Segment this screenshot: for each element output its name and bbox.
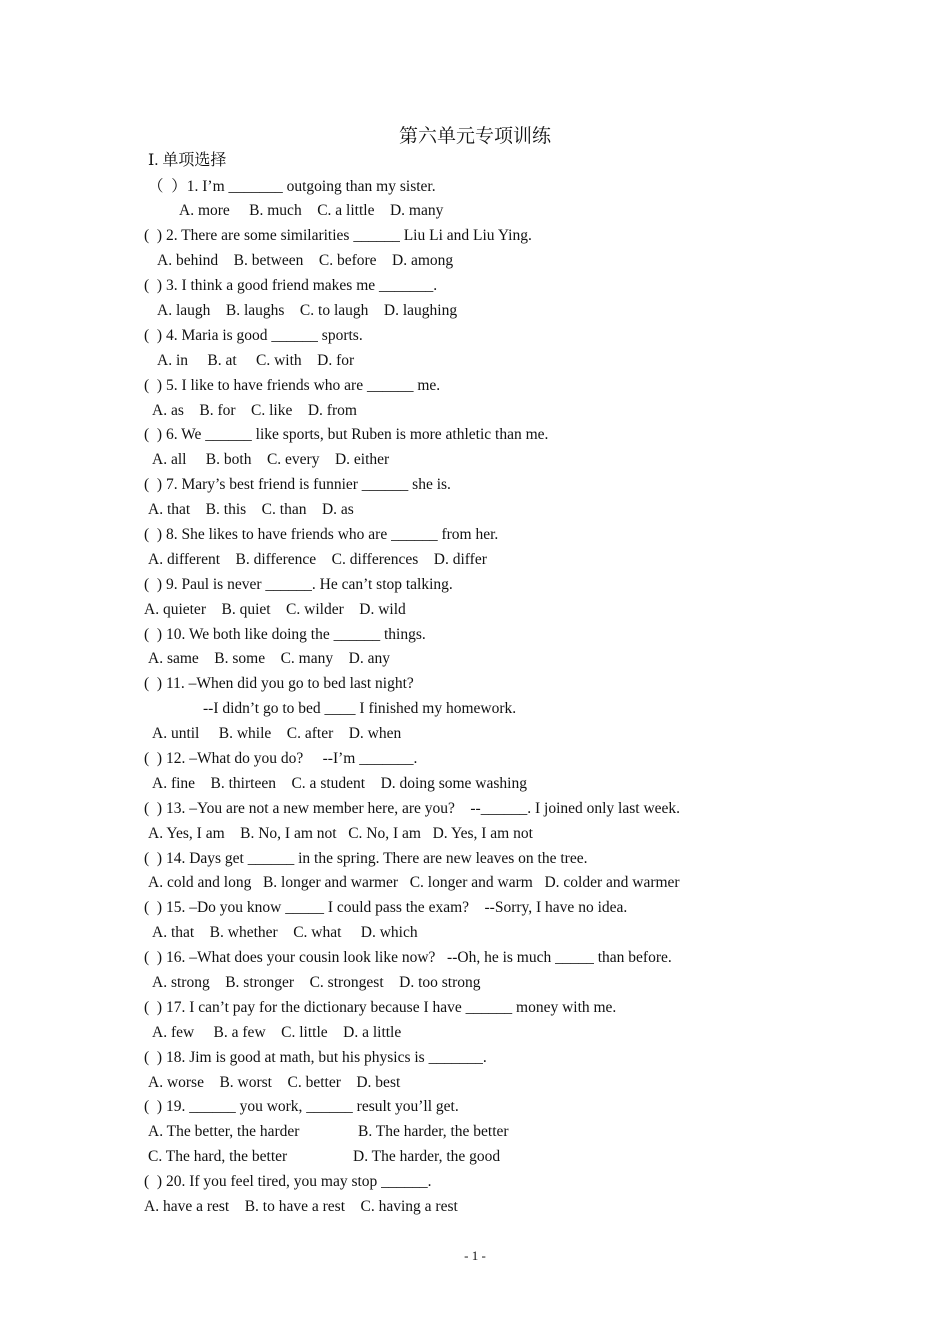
options-line: A. same B. some C. many D. any [148,650,390,668]
question-line: ( ) 13. –You are not a new member here, are you? --______. I joined only last week. [144,799,681,817]
question-line: ( ) 14. Days get ______ in the spring. There are new leaves on the tree. [144,849,588,867]
options-line: A. more B. much C. a little D. many [179,202,444,220]
section-heading: Ⅰ. 单项选择 [148,152,227,169]
question-line: ( ) 19. ______ you work, ______ result you’ll get. [144,1098,459,1116]
options-line: A. all B. both C. every D. either [152,451,390,469]
dialogue-line: --I didn’t go to bed ____ I finished my homework. [203,700,517,718]
options-line: A. different B. difference C. differences D. differ [148,550,487,568]
question-line: ( ) 2. There are some similarities ______ Liu Li and Liu Ying. [144,227,532,245]
options-line: C. The hard, the better D. The harder, the good [148,1148,501,1166]
options-line: A. as B. for C. like D. from [152,401,357,419]
question-line: （ ）1. I’m _______ outgoing than my sister. [148,177,436,195]
question-line: ( ) 20. If you feel tired, you may stop ______. [144,1173,432,1191]
options-line: A. laugh B. laughs C. to laugh D. laughing [157,301,458,319]
page-number: - 1 - [464,1248,486,1263]
question-line: ( ) 17. I can’t pay for the dictionary because I have ______ money with me. [144,998,617,1016]
question-line: ( ) 5. I like to have friends who are ______ me. [144,376,441,394]
question-line: ( ) 15. –Do you know _____ I could pass the exam? --Sorry, I have no idea. [144,899,628,917]
question-line: ( ) 12. –What do you do? --I’m _______. [144,749,418,767]
question-line: ( ) 10. We both like doing the ______ things. [144,625,426,643]
question-line: ( ) 7. Mary’s best friend is funnier ______ she is. [144,476,451,494]
options-line: A. that B. whether C. what D. which [152,924,418,942]
question-line: ( ) 11. –When did you go to bed last night? [144,675,414,693]
question-line: ( ) 3. I think a good friend makes me _______. [144,277,438,295]
options-line: A. have a rest B. to have a rest C. having a rest [144,1198,458,1216]
options-line: A. The better, the harder B. The harder, the better [148,1123,509,1141]
options-line: A. that B. this C. than D. as [148,501,354,519]
options-line: A. quieter B. quiet C. wilder D. wild [144,600,406,618]
question-line: ( ) 8. She likes to have friends who are ______ from her. [144,525,499,543]
options-line: A. worse B. worst C. better D. best [148,1073,401,1091]
question-line: ( ) 9. Paul is never ______. He can’t stop talking. [144,575,453,593]
question-line: ( ) 16. –What does your cousin look like now? --Oh, he is much _____ than before. [144,949,672,967]
question-line: ( ) 4. Maria is good ______ sports. [144,326,363,344]
page-title: 第六单元专项训练 [398,126,551,147]
options-line: A. fine B. thirteen C. a student D. doing some washing [152,774,527,792]
options-line: A. behind B. between C. before D. among [157,252,454,270]
options-line: A. few B. a few C. little D. a little [152,1023,402,1041]
options-line: A. strong B. stronger C. strongest D. too strong [152,974,481,991]
options-line: A. Yes, I am B. No, I am not C. No, I am D. Yes, I am not [148,824,533,842]
question-line: ( ) 6. We ______ like sports, but Ruben is more athletic than me. [144,426,549,444]
options-line: A. until B. while C. after D. when [152,725,402,743]
options-line: A. cold and long B. longer and warmer C. longer and warm D. colder and warmer [148,874,680,892]
question-line: ( ) 18. Jim is good at math, but his physics is _______. [144,1048,487,1066]
options-line: A. in B. at C. with D. for [157,351,355,369]
question-list [0,175,950,1220]
